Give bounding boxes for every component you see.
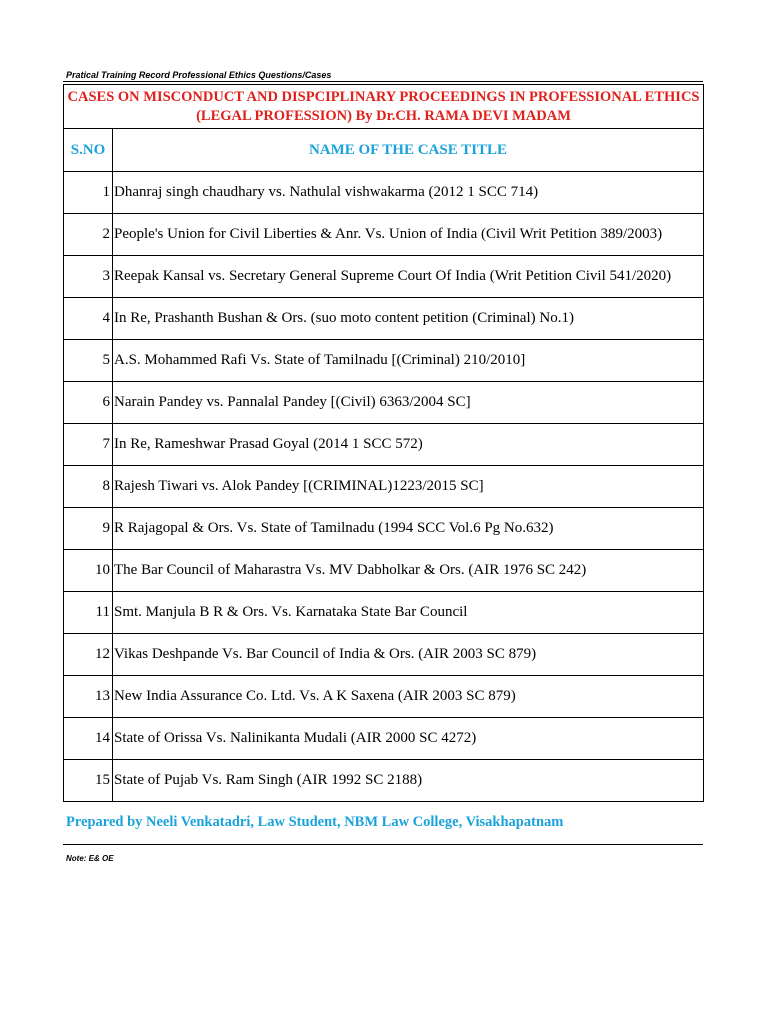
table-row (64, 550, 704, 592)
table-row (64, 592, 704, 634)
header-divider (63, 81, 703, 82)
case-title: Smt. Manjula B R & Ors. Vs. Karnataka State Bar Council (113, 592, 704, 634)
table-title-line-1: CASES ON MISCONDUCT AND DISPCIPLINARY PROCEEDINGS IN PROFESSIONAL ETHICS (67, 88, 700, 105)
cases-table (63, 84, 704, 802)
case-serial-number: 3 (64, 256, 113, 298)
table-title-row (64, 85, 704, 129)
case-serial-number: 4 (64, 298, 113, 340)
case-serial-number: 10 (64, 550, 113, 592)
table-row (64, 634, 704, 676)
case-serial-number: 11 (64, 592, 113, 634)
case-title: State of Pujab Vs. Ram Singh (AIR 1992 SC 2188) (113, 760, 704, 802)
case-serial-number: 9 (64, 508, 113, 550)
footer-divider (63, 844, 703, 845)
case-serial-number: 2 (64, 214, 113, 256)
case-title: In Re, Rameshwar Prasad Goyal (2014 1 SCC 572) (113, 424, 704, 466)
table-row (64, 508, 704, 550)
case-serial-number: 14 (64, 718, 113, 760)
table-row (64, 340, 704, 382)
case-title: Narain Pandey vs. Pannalal Pandey [(Civil) 6363/2004 SC] (113, 382, 704, 424)
table-row (64, 760, 704, 802)
case-title: In Re, Prashanth Bushan & Ors. (suo moto content petition (Criminal) No.1) (113, 298, 704, 340)
case-title: People's Union for Civil Liberties & Anr. Vs. Union of India (Civil Writ Petition 389/2003) (113, 214, 704, 256)
case-serial-number: 8 (64, 466, 113, 508)
case-serial-number: 6 (64, 382, 113, 424)
footer-note: Note: E& OE (66, 854, 114, 863)
table-row (64, 214, 704, 256)
table-title-line-2: (LEGAL PROFESSION) By Dr.CH. RAMA DEVI MADAM (196, 107, 571, 124)
case-title: Rajesh Tiwari vs. Alok Pandey [(CRIMINAL)1223/2015 SC] (113, 466, 704, 508)
case-title: Vikas Deshpande Vs. Bar Council of India & Ors. (AIR 2003 SC 879) (113, 634, 704, 676)
case-title: R Rajagopal & Ors. Vs. State of Tamilnadu (1994 SCC Vol.6 Pg No.632) (113, 508, 704, 550)
case-serial-number: 13 (64, 676, 113, 718)
running-header: Pratical Training Record Professional Ethics Questions/Cases (66, 70, 332, 80)
table-row (64, 466, 704, 508)
case-serial-number: 1 (64, 172, 113, 214)
case-serial-number: 12 (64, 634, 113, 676)
table-row (64, 424, 704, 466)
column-header-case-title: NAME OF THE CASE TITLE (113, 129, 704, 172)
prepared-by-credit: Prepared by Neeli Venkatadri, Law Student, NBM Law College, Visakhapatnam (66, 814, 564, 830)
table-title (64, 85, 704, 129)
table-row (64, 676, 704, 718)
table-row (64, 256, 704, 298)
case-title: New India Assurance Co. Ltd. Vs. A K Saxena (AIR 2003 SC 879) (113, 676, 704, 718)
case-serial-number: 15 (64, 760, 113, 802)
table-header-row (64, 129, 704, 172)
case-serial-number: 7 (64, 424, 113, 466)
case-title: State of Orissa Vs. Nalinikanta Mudali (AIR 2000 SC 4272) (113, 718, 704, 760)
case-serial-number: 5 (64, 340, 113, 382)
case-title: A.S. Mohammed Rafi Vs. State of Tamilnadu [(Criminal) 210/2010] (113, 340, 704, 382)
table-row (64, 718, 704, 760)
case-title: Dhanraj singh chaudhary vs. Nathulal vishwakarma (2012 1 SCC 714) (113, 172, 704, 214)
table-row (64, 172, 704, 214)
table-row (64, 298, 704, 340)
case-title: The Bar Council of Maharastra Vs. MV Dabholkar & Ors. (AIR 1976 SC 242) (113, 550, 704, 592)
table-row (64, 382, 704, 424)
case-title: Reepak Kansal vs. Secretary General Supreme Court Of India (Writ Petition Civil 541/2020) (113, 256, 704, 298)
column-header-sno: S.NO (64, 129, 113, 172)
